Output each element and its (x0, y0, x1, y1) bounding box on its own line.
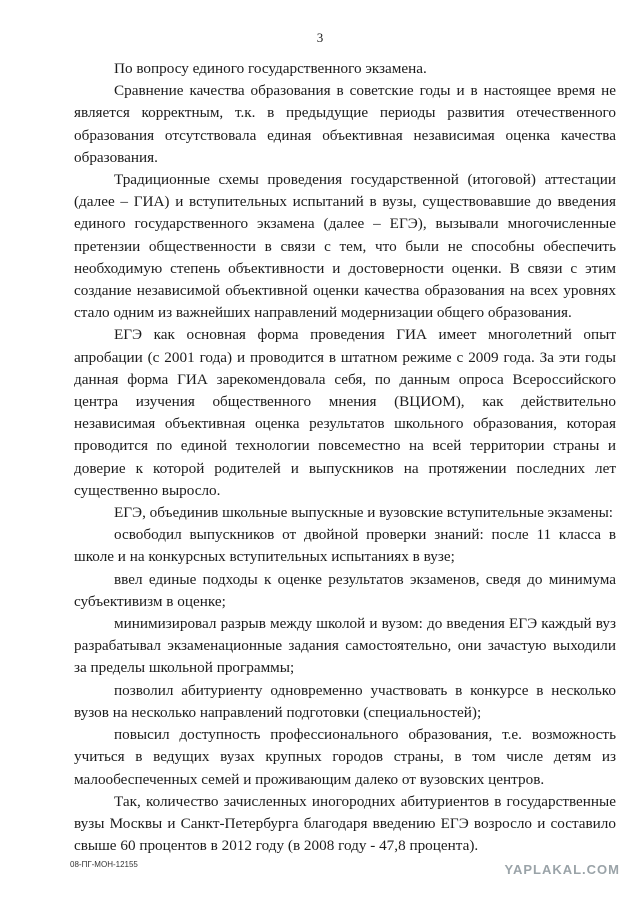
list-item: минимизировал разрыв между школой и вузом: до введения ЕГЭ каждый вуз разрабатывал экзаменационные задания самостоятельно, они зачастую выходили за пределы школьной программы; (74, 615, 616, 677)
paragraph: Традиционные схемы проведения государственной (итоговой) аттестации (далее – ГИА) и вступительных испытаний в вузы, существовавшие до введения единого государственного экзамена (далее – ЕГЭ), вызывали многочисленные претензии общественности в связи с тем, что были не способны обеспечить необходимую степень объективности и достоверности оценки. В связи с этим создание независимой объективной оценки качества образования на всех уровнях стало одним из важнейших направлений модернизации общего образования. (74, 171, 616, 322)
list-item: позволил абитуриенту одновременно участвовать в конкурсе в несколько вузов на несколько направлений подготовки (специальностей); (74, 681, 616, 721)
document-code: 08-ПГ-МОН-12155 (70, 860, 138, 869)
list-item: освободил выпускников от двойной проверки знаний: после 11 класса в школе и на конкурсных вступительных испытаниях в вузе; (74, 526, 616, 566)
document-body (74, 58, 616, 857)
paragraph: ЕГЭ, объединив школьные выпускные и вузовские вступительные экзамены: (114, 504, 613, 522)
paragraph: Так, количество зачисленных иногородних абитуриентов в государственные вузы Москвы и Санкт-Петербурга благодаря введению ЕГЭ возросло и составило свыше 60 процентов в 2012 году (в 2008 году - 47,8 процента). (74, 792, 616, 855)
list-item: ввел единые подходы к оценке результатов экзаменов, сведя до минимума субъективизм в оценке; (74, 570, 616, 610)
site-watermark: YAPLAKAL.COM (504, 862, 620, 877)
list-item: повысил доступность профессионального образования, т.е. возможность учиться в ведущих вузах крупных городов страны, в том числе детям из малообеспеченных семей и проживающим далеко от вузовских центров. (74, 726, 616, 788)
paragraph-heading: По вопросу единого государственного экзамена. (114, 60, 427, 77)
page-number: 3 (316, 30, 324, 45)
paragraph: Сравнение качества образования в советские годы и в настоящее время не является корректным, т.к. в предыдущие периоды развития отечественного образования отсутствовала единая объективная независимая оценка качества образования. (74, 82, 616, 166)
paragraph: ЕГЭ как основная форма проведения ГИА имеет многолетний опыт апробации (с 2001 года) и проводится в штатном режиме с 2009 года. За эти годы данная форма ГИА зарекомендовала себя, по данным опроса Всероссийского центра изучения общественного мнения (ВЦИОМ), как действительно независимая объективная оценка результатов школьного образования, которая проводится по единой технологии повсеместно на всей территории страны и доверие к которой родителей и выпускников на протяжении последних лет существенно выросло. (74, 326, 616, 499)
